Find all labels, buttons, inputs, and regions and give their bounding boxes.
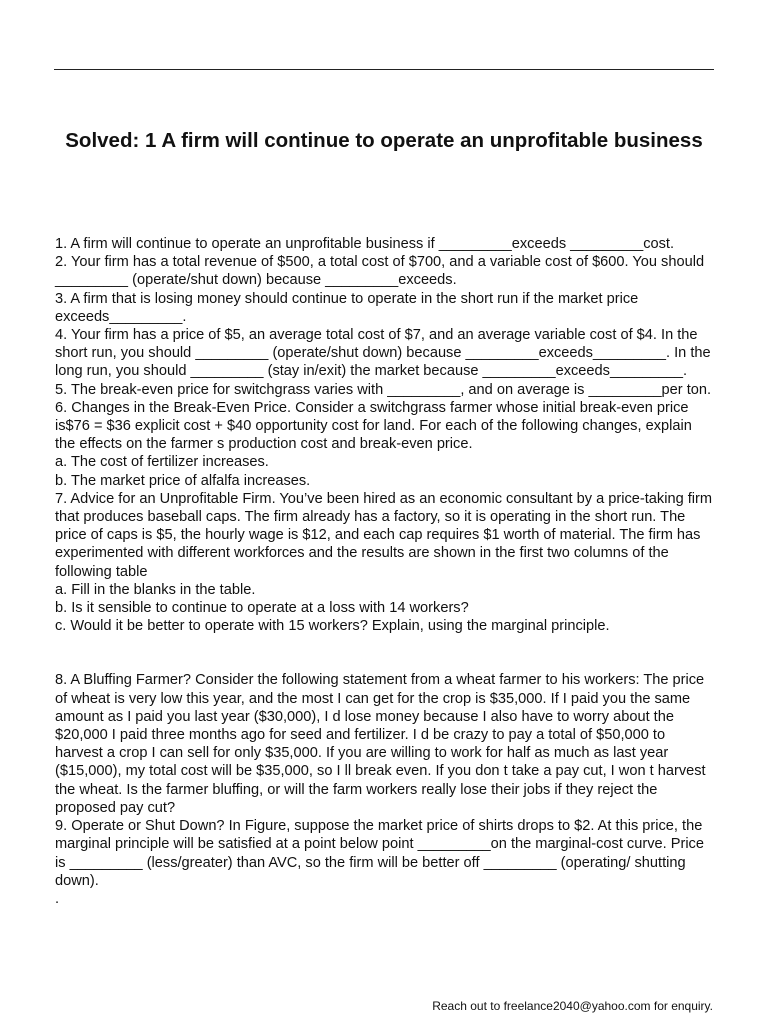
question-8: 8. A Bluffing Farmer? Consider the following statement from a wheat farmer to his workers: The price of wheat is very low this year, and the most I can get for the crop is $35,000. If I paid you the same amount as I paid you last year ($30,000), I d lose money because I also have to worry about the $20,000 I paid three months ago for seed and fertilizer. I d be crazy to pay a total of $50,000 to harvest a crop I can sell for only $35,000. If you are willing to work for half as much as last year ($15,000), my total cost will be $35,000, so I ll break even. If you don t take a pay cut, I won t harvest the wheat. Is the farmer bluffing, or will the farm workers really lose their jobs if they reject the proposed pay cut?	[55, 672, 706, 816]
question-7c: c. Would it be better to operate with 15 workers? Explain, using the marginal principle.	[55, 618, 610, 635]
trailing-period: .	[55, 890, 60, 907]
question-3: 3. A firm that is losing money should continue to operate in the short run if the market price exceeds_________.	[55, 290, 639, 325]
question-5: 5. The break-even price for switchgrass varies with _________, and on average is _________per ton.	[55, 381, 712, 398]
question-6b: b. The market price of alfalfa increases.	[55, 472, 311, 489]
footer-contact-note: Reach out to freelance2040@yahoo.com for enquiry.	[432, 999, 713, 1013]
page-title: Solved: 1 A firm will continue to operate an unprofitable business	[65, 129, 703, 152]
top-rule	[54, 69, 714, 70]
question-7b: b. Is it sensible to continue to operate at a loss with 14 workers?	[55, 600, 469, 617]
question-2: 2. Your firm has a total revenue of $500, a total cost of $700, and a variable cost of $600. You should _________ (operate/shut down) because _________exceeds.	[55, 254, 705, 289]
question-9: 9. Operate or Shut Down? In Figure, suppose the market price of shirts drops to $2. At this price, the marginal principle will be satisfied at a point below point _________on the marginal-cost curve. Price is _________ (less/greater) than AVC, so the firm will be better off _________ (operating/ shutting down).	[55, 818, 704, 889]
question-7: 7. Advice for an Unprofitable Firm. You’ve been hired as an economic consultant by a price-taking firm that produces baseball caps. The firm already has a factory, so it is operating in the short run. The price of caps is $5, the hourly wage is $12, and each cap requires $1 worth of material. The firm has experimented with different workforces and the results are shown in the first two columns of the following table	[55, 490, 713, 580]
question-1: 1. A firm will continue to operate an unprofitable business if _________exceeds _________cost.	[55, 236, 675, 252]
question-6: 6. Changes in the Break-Even Price. Consider a switchgrass farmer whose initial break-even price is$76 = $36 explicit cost + $40 opportunity cost for land. For each of the following changes, explain the effects on the farmer s production cost and break-even price.	[55, 399, 692, 453]
question-7a: a. Fill in the blanks in the table.	[55, 581, 256, 598]
document-body	[55, 235, 715, 908]
section-gap	[55, 635, 715, 671]
question-6a: a. The cost of fertilizer increases.	[55, 454, 269, 471]
question-4: 4. Your firm has a price of $5, an average total cost of $7, and an average variable cost of $4. In the short run, you should _________ (operate/shut down) because _________exceeds_________. In the long run, you should _________ (stay in/exit) the market because _________exceeds_________.	[55, 327, 711, 380]
